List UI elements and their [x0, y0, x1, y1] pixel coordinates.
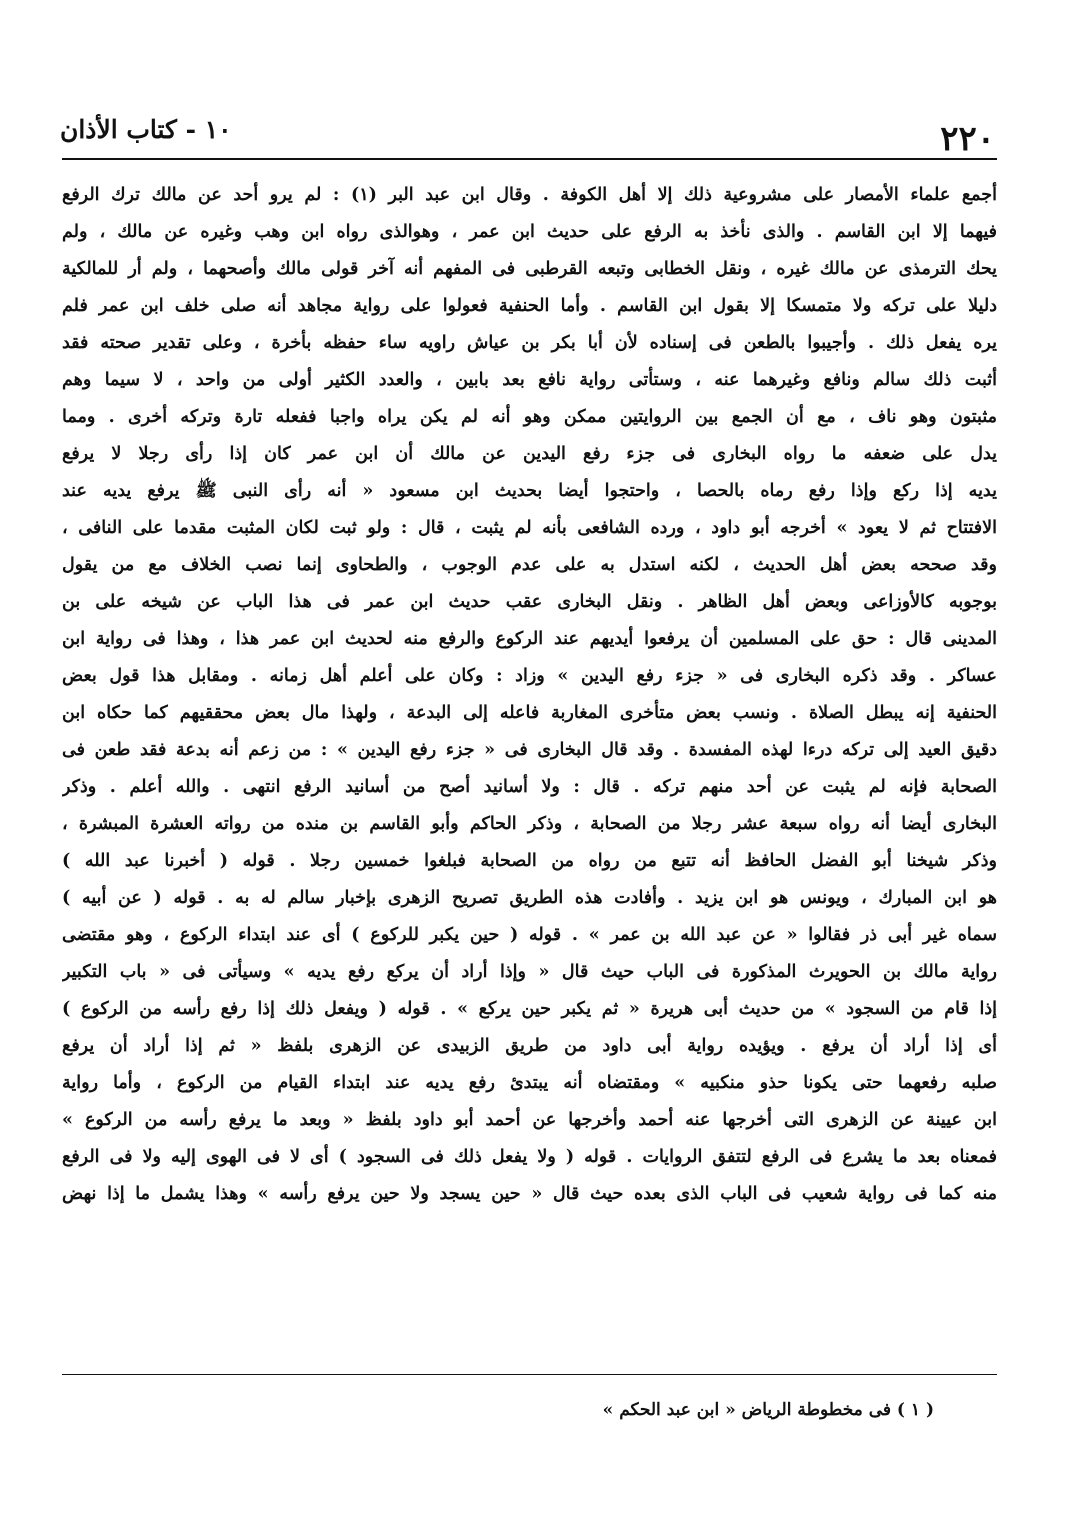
- text-line: يره يفعل ذلك . وأجيبوا بالطعن فى إسناده لأن أبا بكر بن عياش راويه ساء حفظه بأخرة ، وعلى تقدير صحته فقد: [62, 333, 997, 353]
- text-line: سماه غير أبى ذر فقالوا « عن عبد الله بن عمر » . قوله ( حين يكبر للركوع ) أى عند ابتداء الركوع ، وهو مقتضى: [62, 925, 997, 945]
- text-line: الصحابة فإنه لم يثبت عن أحد منهم تركه . قال : ولا أسانيد أصح من أسانيد الرفع انتهى . والله أعلم . وذكر: [62, 777, 997, 797]
- page-number: ٢٢٠: [940, 119, 995, 159]
- text-line: دليلا على تركه ولا متمسكا إلا بقول ابن القاسم . وأما الحنفية فعولوا على رواية مجاهد أنه صلى خلف ابن عمر فلم: [62, 296, 997, 316]
- text-line: وقد صححه بعض أهل الحديث ، لكنه استدل به على عدم الوجوب ، والطحاوى إنما نصب الخلاف مع من يقول: [62, 555, 997, 575]
- text-line: صلبه رفعهما حتى يكونا حذو منكبيه » ومقتضاه أنه يبتدئ رفع يديه عند ابتداء القيام من الركوع ، وأما رواية: [62, 1073, 997, 1093]
- text-line: أثبت ذلك سالم ونافع وغيرهما عنه ، وستأتى رواية نافع بعد بابين ، والعدد الكثير أولى من واحد ، لا سيما وهم: [62, 370, 997, 390]
- text-line: أجمع علماء الأمصار على مشروعية ذلك إلا أهل الكوفة . وقال ابن عبد البر (١) : لم يرو أحد عن مالك ترك الرفع: [62, 185, 997, 205]
- text-line: الحنفية إنه يبطل الصلاة . ونسب بعض متأخرى المغاربة فاعله إلى البدعة ، ولهذا مال بعض محققيهم كما حكاه ابن: [62, 703, 997, 723]
- text-line: البخارى أيضا أنه رواه سبعة عشر رجلا من الصحابة ، وذكر الحاكم وأبو القاسم بن منده من رواته العشرة المبشرة ،: [62, 814, 997, 834]
- text-line: بوجوبه كالأوزاعى وبعض أهل الظاهر . ونقل البخارى عقب حديث ابن عمر فى هذا الباب عن شيخه على بن: [62, 592, 997, 612]
- footnote: ( ١ ) فى مخطوطة الرياض « ابن عبد الحكم »: [602, 1400, 934, 1420]
- text-line: ابن عيينة عن الزهرى التى أخرجها عنه أحمد وأخرجها عن أحمد أبو داود بلفظ « وبعد ما يرفع رأسه من الركوع »: [62, 1110, 997, 1130]
- page-header: [60, 105, 995, 159]
- text-line: الافتتاح ثم لا يعود » أخرجه أبو داود ، ورده الشافعى بأنه لم يثبت ، قال : ولو ثبت لكان المثبت مقدما على النافى ،: [62, 518, 997, 538]
- text-line: يدل على ضعفه ما رواه البخارى فى جزء رفع اليدين عن مالك أن ابن عمر كان إذا رأى رجلا لا يرفع: [62, 444, 997, 464]
- text-line: المدينى قال : حق على المسلمين أن يرفعوا أيديهم عند الركوع والرفع منه لحديث ابن عمر هذا ، وهذا فى رواية ابن: [62, 629, 997, 649]
- text-line: دقيق العيد إلى تركه درءا لهذه المفسدة . وقد قال البخارى فى « جزء رفع اليدين » : من زعم أنه بدعة فقد طعن فى: [62, 740, 997, 760]
- header-divider: [62, 158, 997, 160]
- text-line: رواية مالك بن الحويرث المذكورة فى الباب حيث قال « وإذا أراد أن يركع رفع يديه » وسيأتى فى « باب التكبير: [62, 962, 997, 982]
- book-title: ١٠ - كتاب الأذان: [60, 115, 232, 144]
- text-line: فيهما إلا ابن القاسم . والذى نأخذ به الرفع على حديث ابن عمر ، وهوالذى رواه ابن وهب وغيره عن مالك ، ولم: [62, 222, 997, 242]
- text-line: يديه إذا ركع وإذا رفع رماه بالحصا ، واحتجوا أيضا بحديث ابن مسعود « أنه رأى النبى ﷺ يرفع يديه عند: [62, 481, 997, 501]
- text-line: هو ابن المبارك ، ويونس هو ابن يزيد . وأفادت هذه الطريق تصريح الزهرى بإخبار سالم له به . قوله ( عن أبيه ): [62, 888, 997, 908]
- text-line: مثبتون وهو ناف ، مع أن الجمع بين الروايتين ممكن وهو أنه لم يكن يراه واجبا ففعله تارة وتركه أخرى . ومما: [62, 407, 997, 427]
- text-line: إذا قام من السجود » من حديث أبى هريرة « ثم يكبر حين يركع » . قوله ( ويفعل ذلك إذا رفع رأسه من الركوع ): [62, 999, 997, 1019]
- text-line: أى إذا أراد أن يرفع . ويؤيده رواية أبى داود من طريق الزبيدى عن الزهرى بلفظ « ثم إذا أراد أن يرفع: [62, 1036, 997, 1056]
- text-line: منه كما فى رواية شعيب فى الباب الذى بعده حيث قال « حين يسجد ولا حين يرفع رأسه » وهذا يشمل ما إذا نهض: [62, 1184, 997, 1204]
- footnote-divider: [62, 1374, 997, 1375]
- text-line: فمعناه بعد ما يشرع فى الرفع لتتفق الروايات . قوله ( ولا يفعل ذلك فى السجود ) أى لا فى الهوى إليه ولا فى الرفع: [62, 1147, 997, 1167]
- main-text: [62, 177, 997, 1213]
- text-line: وذكر شيخنا أبو الفضل الحافظ أنه تتبع من رواه من الصحابة فبلغوا خمسين رجلا . قوله ( أخبرنا عبد الله ): [62, 851, 997, 871]
- text-line: يحك الترمذى عن مالك غيره ، ونقل الخطابى وتبعه القرطبى فى المفهم أنه آخر قولى مالك وأصحهما ، ولم أر للمالكية: [62, 259, 997, 279]
- text-line: عساكر . وقد ذكره البخارى فى « جزء رفع اليدين » وزاد : وكان على أعلم أهل زمانه . ومقابل هذا قول بعض: [62, 666, 997, 686]
